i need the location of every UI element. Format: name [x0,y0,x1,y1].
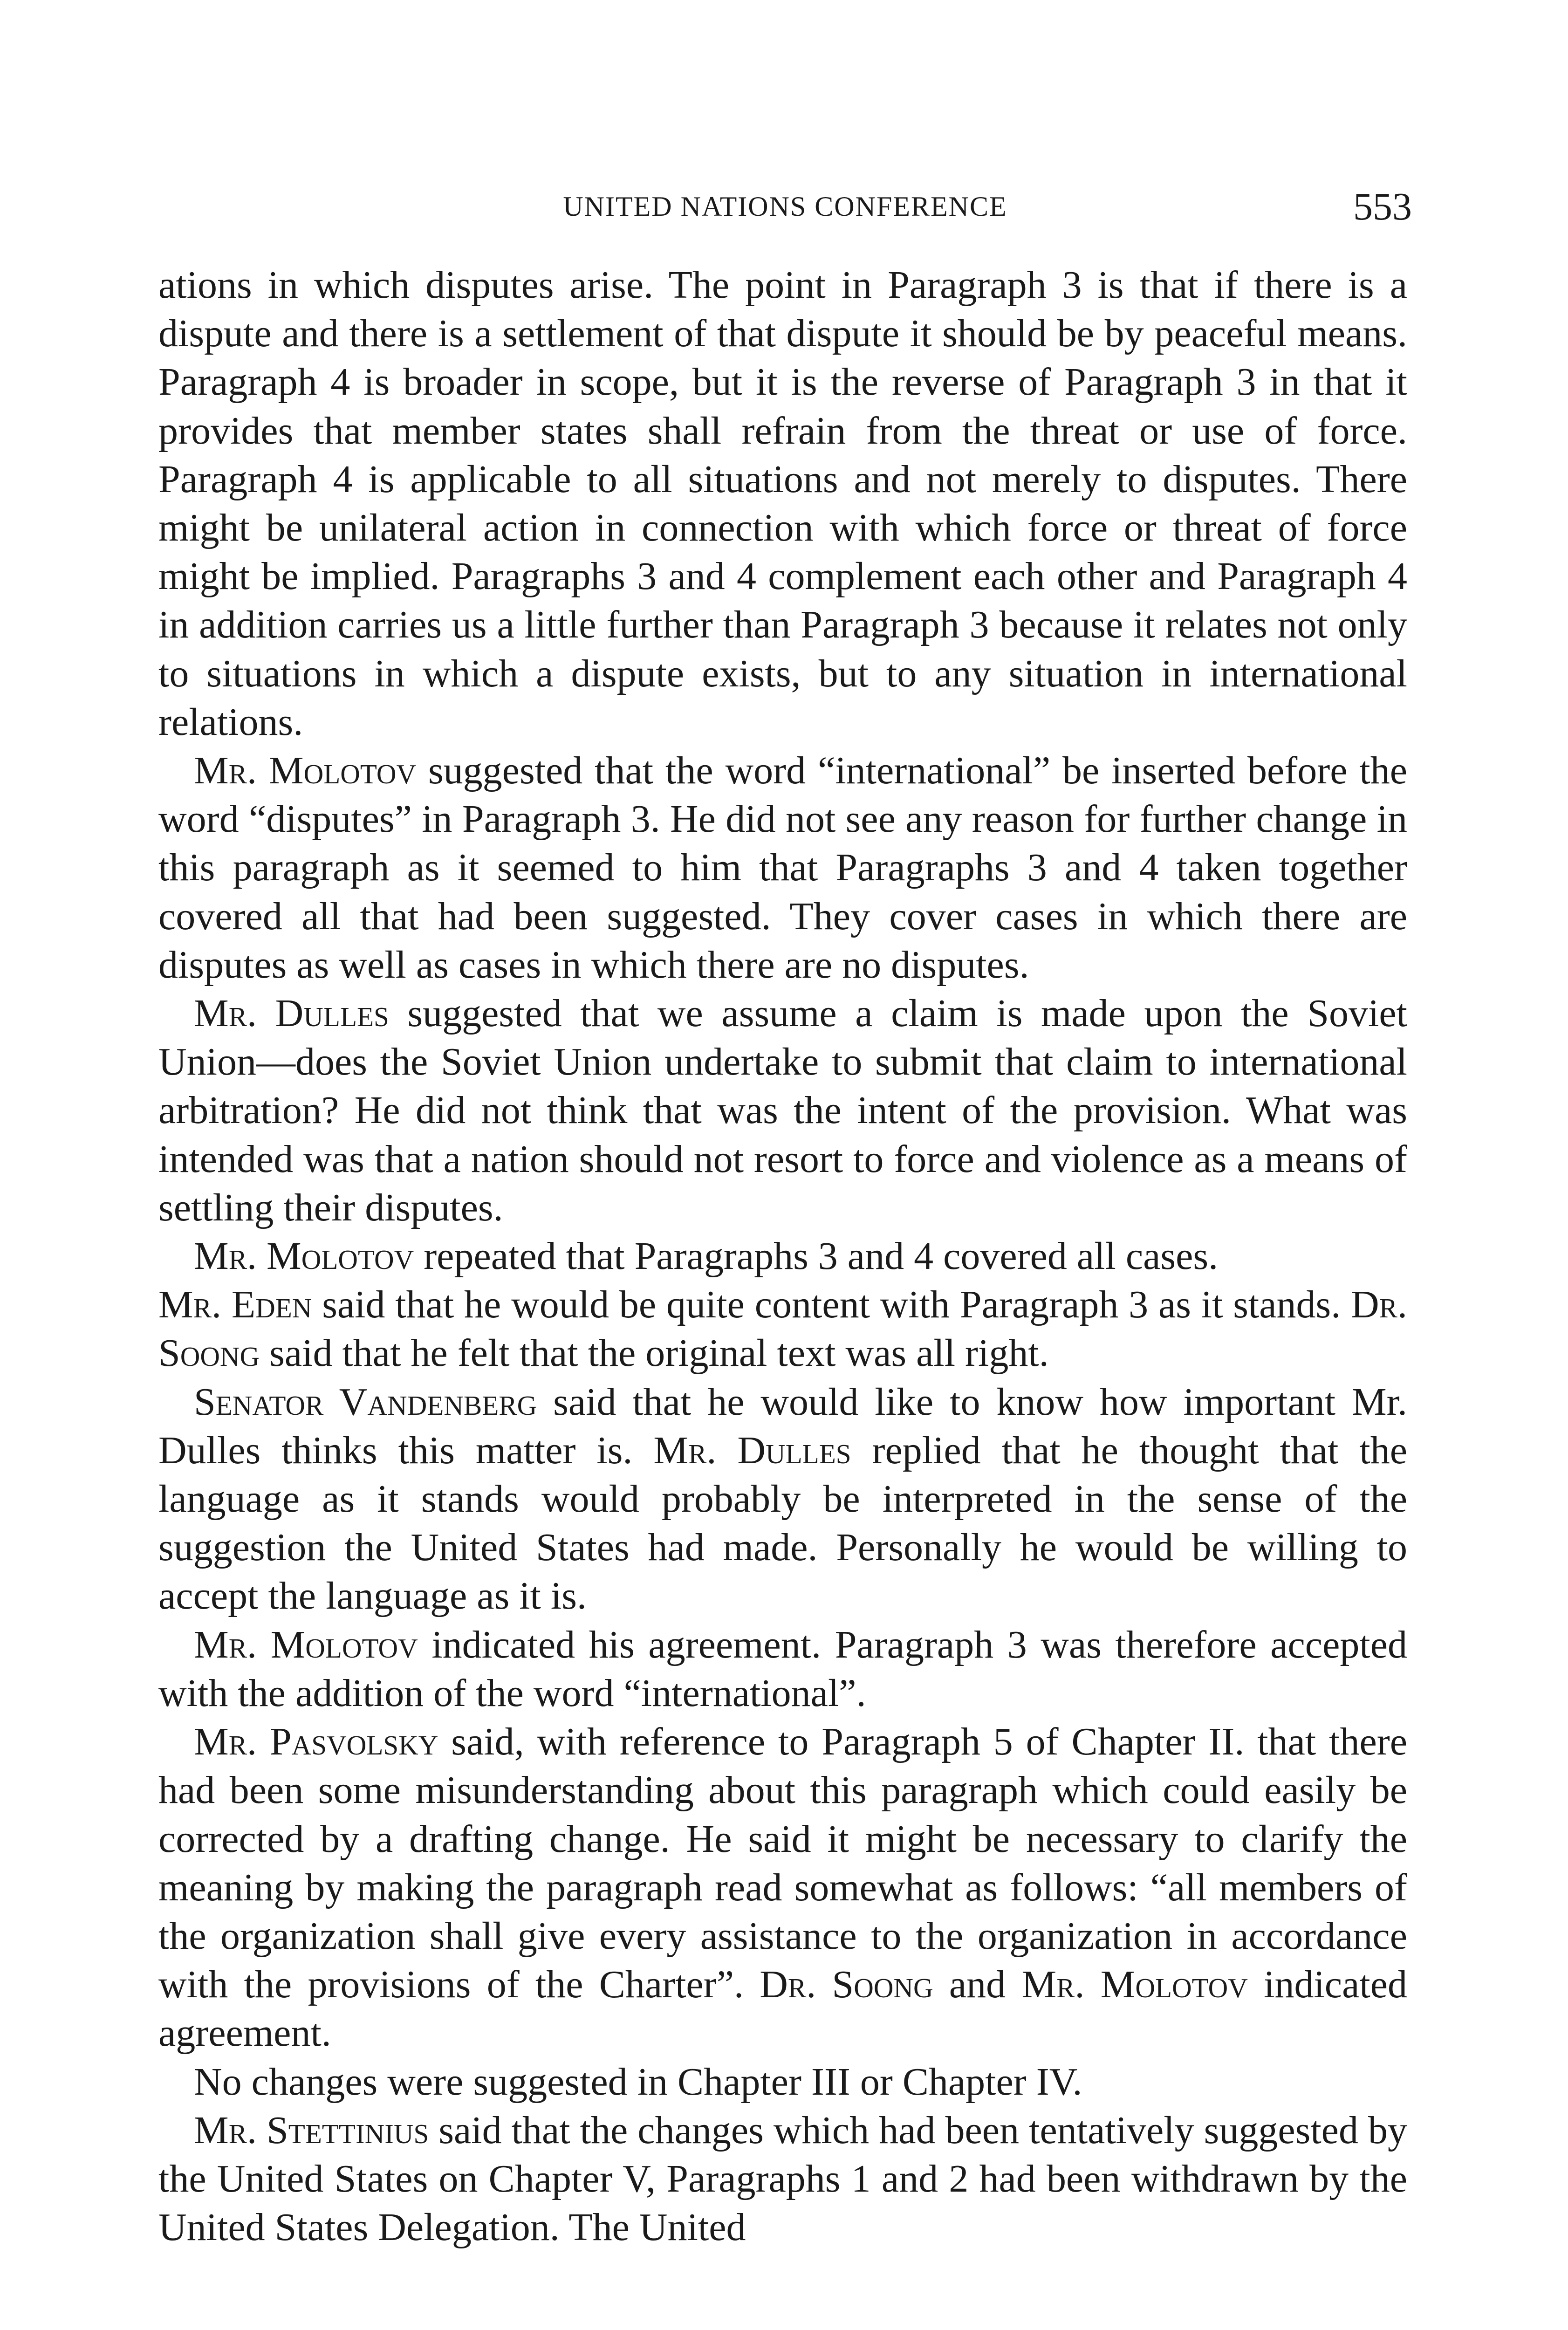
speaker-name: Dr. Soong [158,1283,1407,1375]
paragraph [158,1378,1407,1621]
paragraph [158,1621,1407,1718]
paragraph [158,1718,1407,2057]
paragraph [158,261,1407,747]
paragraph-text: replied that he thought that the language as it stands would probably be interpreted in the sense of the suggestion the United States had made. Personally he would be willing to accept the language as it is. [158,1428,1407,1618]
paragraph [158,2058,1407,2106]
paragraph-text: indicated agreement. [158,1963,1407,2055]
paragraph-text: said that he felt that the original text was all right. [260,1331,1049,1375]
paragraph [158,747,1407,989]
paragraph-text: said that he would be quite content with Paragraph 3 as it stands. [312,1283,1351,1327]
paragraph-text: No changes were suggested in Chapter III or Chapter IV. [194,2060,1082,2104]
speaker-name: Mr. Molotov [194,1623,418,1666]
paragraph [158,2106,1407,2252]
paragraph [158,1281,1407,1377]
paragraph [158,1232,1407,1281]
page-number: 553 [1353,185,1412,228]
speaker-name: Senator Vandenberg [194,1380,537,1424]
speaker-name: Mr. Molotov [194,749,417,793]
page-header [158,184,1412,235]
paragraph-text: indicated his agreement. Paragraph 3 was therefore accepted with the addition of the word “international”. [158,1623,1407,1715]
paragraph-text: said, with reference to Paragraph 5 of Chapter II. that there had been some misunderstanding about this paragraph which could easily be corrected by a drafting change. He said it might be necessary to clarify the meaning by making the paragraph read somewhat as follows: “all members of the organization shall give every assistance to the organization in accordance with the provisions of the Charter”. [158,1720,1407,2007]
speaker-name: Mr. Dulles [194,992,389,1035]
speaker-name: Dr. Soong [760,1963,933,2007]
paragraph-text: said that the changes which had been tentatively suggested by the United States on Chapter V, Paragraphs 1 and 2 had been withdrawn by the United States Delegation. The United [158,2108,1407,2249]
speaker-name: Mr. Pasvolsky [194,1720,438,1764]
paragraph-text: repeated that Paragraphs 3 and 4 covered all cases. [414,1234,1219,1278]
paragraph-text: said that he would like to know how important Mr. Dulles thinks this matter is. [158,1380,1407,1472]
speaker-name: Mr. Eden [158,1283,312,1327]
running-title: UNITED NATIONS CONFERENCE [563,191,1007,222]
speaker-name: Mr. Stettinius [194,2108,429,2152]
speaker-name: Mr. Molotov [194,1234,414,1278]
paragraph-text: ations in which disputes arise. The point in Paragraph 3 is that if there is a dispute and there is a settlement of that dispute it should be by peaceful means. Paragraph 4 is broader in scope, but it is the reverse of Paragraph 3 in that it provides that member states shall refrain from the threat or use of force. Paragraph 4 is applicable to all situations and not merely to disputes. There might be unilateral action in connection with which force or threat of force might be implied. Paragraphs 3 and 4 complement each other and Paragraph 4 in addition carries us a little further than Paragraph 3 because it relates not only to situations in which a dispute exists, but to any situation in international relations. [158,263,1407,744]
paragraph-text: suggested that the word “international” be inserted before the word “disputes” in Paragraph 3. He did not see any reason for further change in this paragraph as it seemed to him that Paragraphs 3 and 4 taken together covered all that had been suggested. They cover cases in which there are disputes as well as cases in which there are no disputes. [158,749,1407,987]
paragraph [158,989,1407,1232]
speaker-name: Mr. Molotov [1021,1963,1248,2007]
paragraph-text: and [933,1963,1022,2007]
speaker-name: Mr. Dulles [653,1428,851,1472]
paragraph-text: suggested that we assume a claim is made upon the Soviet Union—does the Soviet Union undertake to submit that claim to international arbitration? He did not think that was the intent of the provision. What was intended was that a nation should not resort to force and violence as a means of settling their disputes. [158,992,1407,1229]
body-text [158,261,1407,2252]
